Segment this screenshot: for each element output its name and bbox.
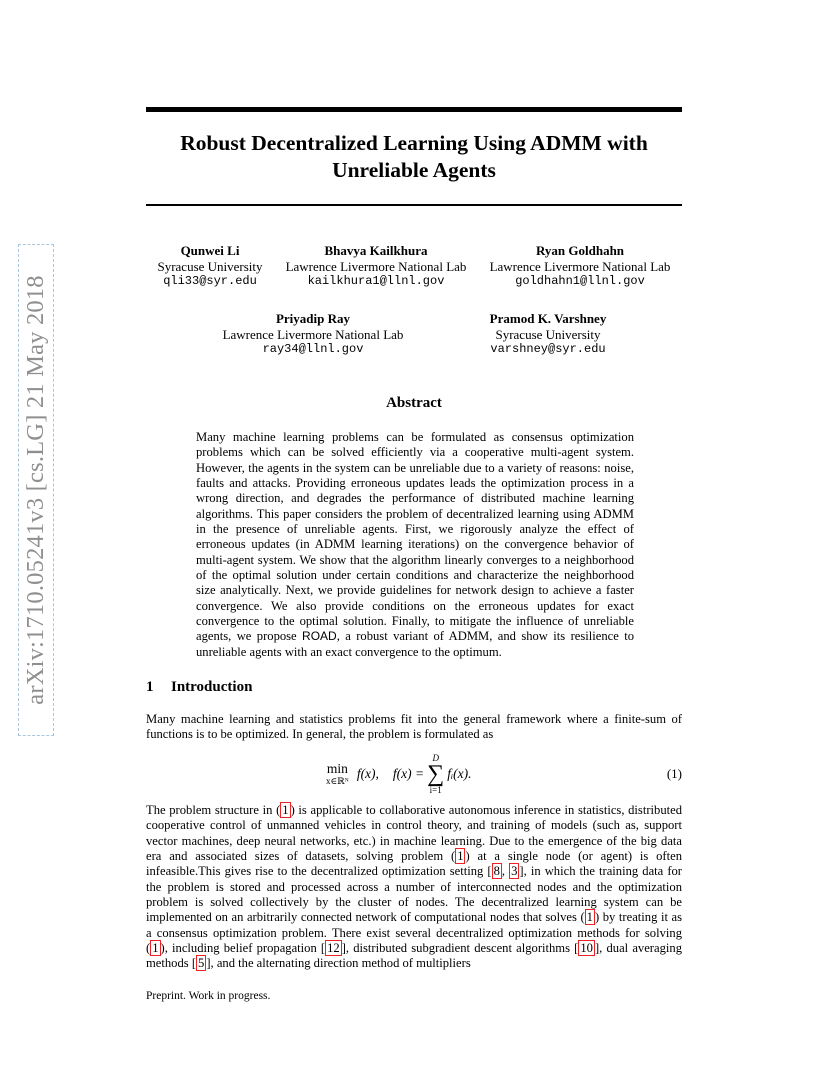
eq-sum-lower: i=1 <box>429 785 442 795</box>
abstract-text <box>196 430 634 660</box>
title-rule-bottom <box>146 204 682 206</box>
author-affiliation: Syracuse University <box>157 258 263 274</box>
sigma-symbol: ∑ <box>427 761 445 787</box>
author-email[interactable]: goldhahn1@llnl.gov <box>515 274 645 288</box>
author-name: Ryan Goldhahn <box>535 243 625 258</box>
abstract-text-part: Many machine learning problems can be formulated as consensus optimization problems which can be solved efficiently via a cooperative multi-agent system. However, the agents in the system can be unreliable due to a variety of reasons: noise, faults and attacks. Providing erroneous updates leads the optimization process in a wrong direction, and degrades the performance of distributed machine learning algorithms. This paper considers the problem of decentralized learning using ADMM in the presence of unreliable agents. First, we rigorously analyze the effect of erroneous updates (in ADMM learning iterations) on the convergence behavior of multi-agent system. We show that the algorithm linearly converges to a neighborhood of the optimal solution under certain conditions and characterize the neighborhood size analytically. Next, we provide guidelines for network design to achieve a faster convergence. We also provide conditions on the erroneous updates for exact convergence to the optimal solution. Finally, to mitigate the influence of unreliable agents, we propose <box>196 430 634 644</box>
eq-sum-upper: D <box>432 753 439 763</box>
text-run: ], dual averaging methods [ <box>146 941 682 971</box>
intro-paragraph-2: The problem structure in ( 1 ) is applicable to collaborative autonomous inference in statistics, distributed cooperative control of unmanned vehicles in control theory, and training of models (such as, support vector machines, deep neural networks, etc.) in machine learning. Due to the emergence of the big data era and associated sizes of datasets, solving problem ( 1 ) at a single node (or agent) is often infeasible.This gives rise to the decentralized optimization setting [ 8 , 3 ], in which the training data for the problem is stored and processed across a number of interconnected nodes and the optimization problem is solved collectively by the cluster of nodes. The decentralized learning system can be implemented on an arbitrarily connected network of computational nodes that solves ( 1 ) by treating it as a consensus optimization problem. There exist several decentralized optimization methods for solving ( 1 ), including belief propagation [ 12 ], distributed subgradient descent algorithms [ 10 ], dual averaging methods [ 5 ], and the alternating direction method of multipliers <box>146 803 683 971</box>
citation-link[interactable]: 12 <box>327 941 340 956</box>
text-run: ], and the alternating direction method of multipliers <box>206 956 471 971</box>
text-run: at a single node (or agent) is often infeasible.This gives rise to the decentralized optimization setting [ <box>146 849 682 879</box>
eq-summation <box>427 753 444 795</box>
author-email[interactable]: qli33@syr.edu <box>163 274 257 288</box>
citation-link[interactable]: 8 <box>493 864 500 879</box>
eq-min-text: min <box>326 761 348 776</box>
text-run: , <box>501 864 510 879</box>
author-block <box>215 311 411 358</box>
abstract-heading: Abstract <box>386 395 442 411</box>
equation-ref-link[interactable]: 1 <box>282 803 289 817</box>
author-email[interactable]: kailkhura1@llnl.gov <box>307 274 445 288</box>
text-run: ], distributed subgradient descent algorithms [ <box>341 941 579 956</box>
author-name: Qunwei Li <box>180 243 240 258</box>
eq-summand: fᵢ(x). <box>447 766 472 781</box>
section-title: Introduction <box>171 679 253 695</box>
equation-body <box>326 750 472 798</box>
abstract-text-part: , a robust variant of ADMM, and show its resilience to unreliable agents with an exact convergence to the optimum. <box>196 629 635 659</box>
author-name: Priyadip Ray <box>275 311 351 326</box>
author-name: Bhavya Kailkhura <box>324 243 428 258</box>
author-affiliation: Lawrence Livermore National Lab <box>222 326 404 342</box>
author-affiliation: Lawrence Livermore National Lab <box>489 258 671 274</box>
text-run: is applicable to collaborative autonomous inference in statistics, distributed cooperative control of unmanned vehicles in control theory, and training of models (such as, support vector machines, deep neural networks, etc.) in machine learning. Due to the emergence of the big data era and associated sizes of datasets, solving problem <box>146 803 683 864</box>
citation-link[interactable]: 3 <box>511 864 518 879</box>
author-email[interactable]: varshney@syr.edu <box>490 342 606 356</box>
citation-link[interactable]: 5 <box>198 956 205 971</box>
author-block <box>482 243 678 290</box>
author-block <box>278 243 474 290</box>
text-run: , including belief propagation [ <box>164 941 326 956</box>
intro-paragraph-1: Many machine learning and statistics problems fit into the general framework where a finite-sum of functions is to be optimized. In general, the problem is formulated as <box>146 712 682 742</box>
section-number: 1 <box>146 679 154 695</box>
section-heading <box>146 679 252 696</box>
equation-1 <box>146 750 682 798</box>
equation-number: (1) <box>666 766 682 781</box>
road-method-name: ROAD <box>302 629 337 644</box>
author-affiliation: Lawrence Livermore National Lab <box>285 258 467 274</box>
equation-ref-link[interactable]: 1 <box>586 910 593 925</box>
author-affiliation: Syracuse University <box>495 326 601 342</box>
text-run: The problem structure in <box>146 803 277 817</box>
equation-ref-link[interactable]: 1 <box>457 849 464 864</box>
text-run: ], in which the training data for the problem is stored and processed across a number of interconnected nodes and the optimization problem is solved collectively by the cluster of nodes. The decentralized learning system can be implemented on an arbitrarily connected network of computational nodes that solves <box>146 864 683 925</box>
paper-title: Robust Decentralized Learning Using ADMM with Unreliable Agents <box>180 131 648 182</box>
equation-ref-link[interactable]: 1 <box>152 941 159 956</box>
title-rule-top <box>146 107 682 112</box>
eq-min-subscript: x∈ℝᴺ <box>326 776 349 786</box>
eq-min-operator <box>326 761 349 787</box>
author-block <box>466 311 630 358</box>
citation-link[interactable]: 10 <box>580 941 593 956</box>
author-name: Pramod K. Varshney <box>489 311 607 326</box>
author-block <box>150 243 270 290</box>
eq-definition: f(x) = <box>392 766 425 781</box>
page-footer: Preprint. Work in progress. <box>146 990 271 1002</box>
eq-objective: f(x), <box>356 766 379 781</box>
text-run: by treating it as a consensus optimization problem. There exist several decentralized optimization methods for solving <box>146 910 683 940</box>
arxiv-identifier[interactable]: arXiv:1710.05241v3 [cs.LG] 21 May 2018 <box>22 275 49 705</box>
author-email[interactable]: ray34@llnl.gov <box>262 342 364 356</box>
